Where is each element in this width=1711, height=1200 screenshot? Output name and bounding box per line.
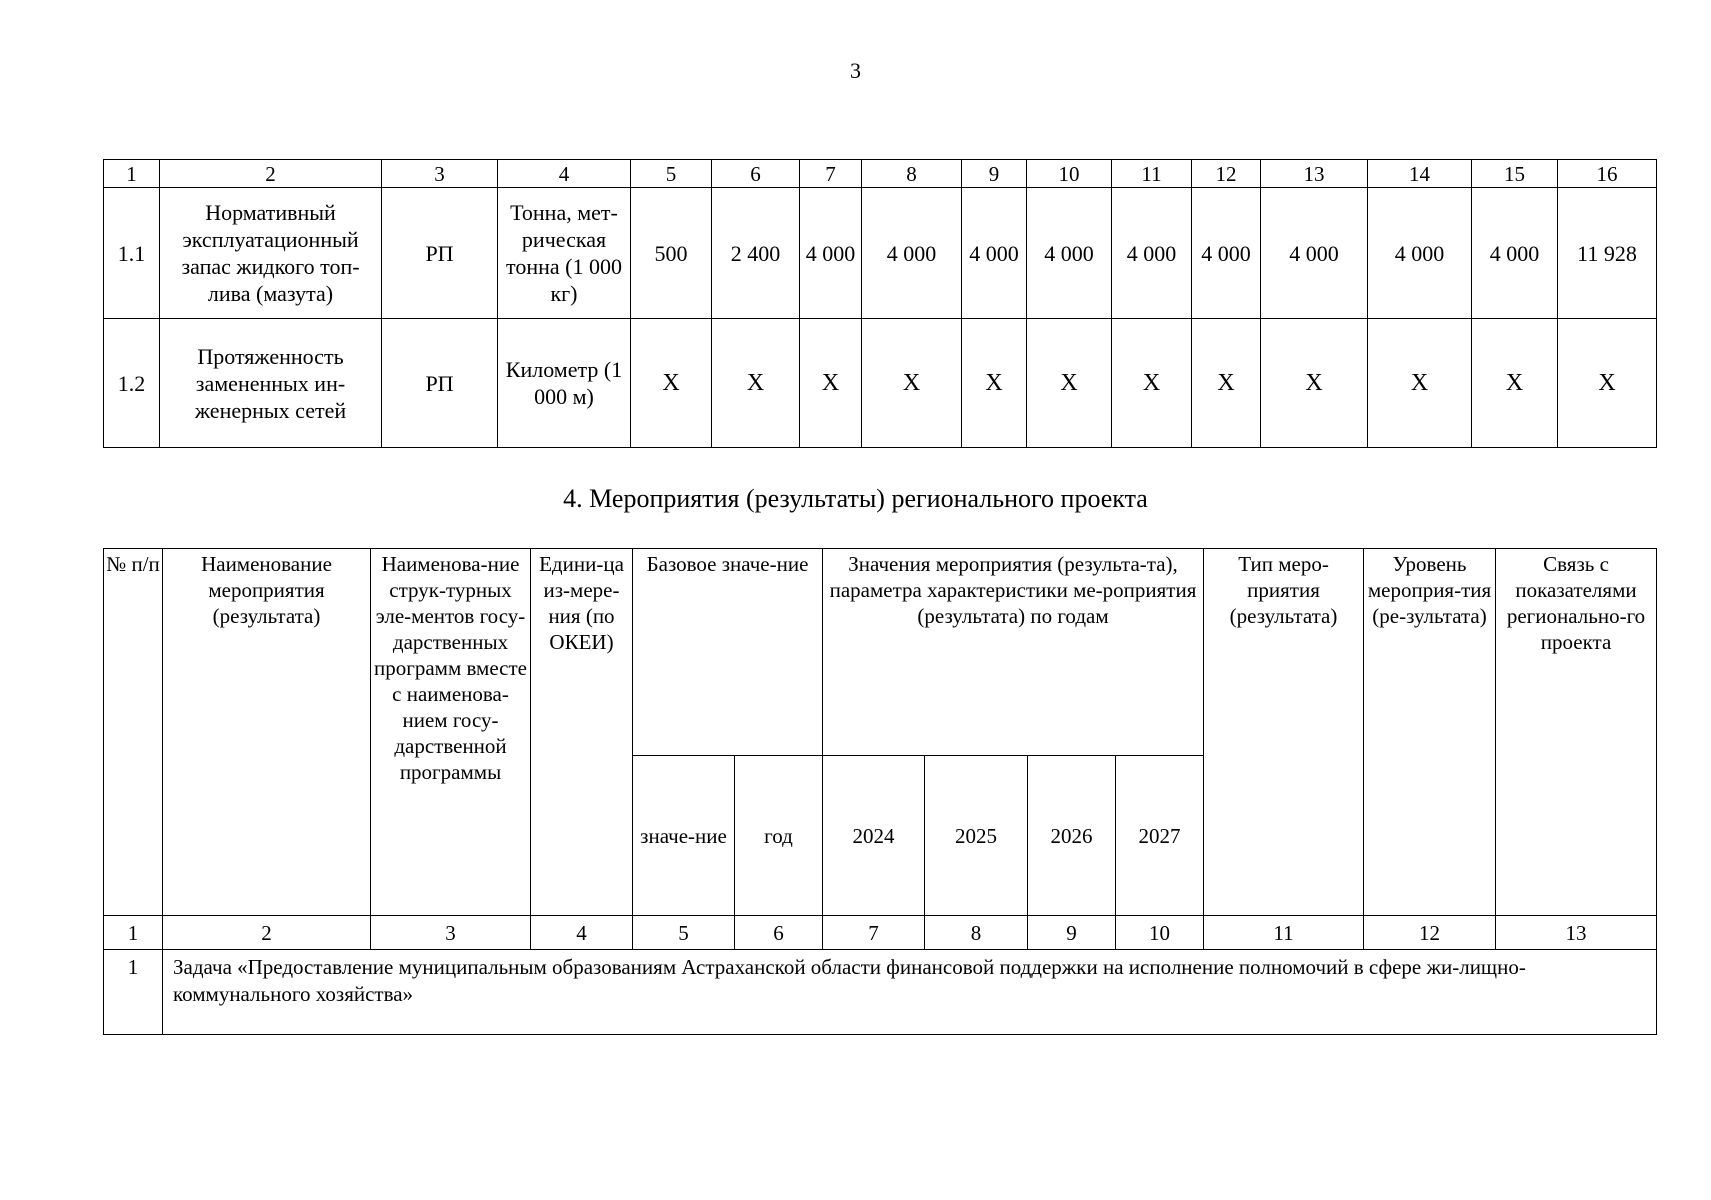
header-base-value-value: значе-ние [633,756,735,916]
indicator-name: Нормативный эксплуатационный запас жидкого топ-лива (мазута) [160,188,382,319]
indicator-value: 2 400 [712,188,800,319]
header-unit: Едини-ца из-мере-ния (по ОКЕИ) [531,549,633,916]
header-year: 2027 [1116,756,1204,916]
header-indicator-link: Связь с показателями регионально-го проекта [1496,549,1657,916]
indicator-value: X [631,319,712,448]
column-number: 12 [1364,916,1496,950]
task-row [104,950,1657,1035]
header-base-value-year: год [735,756,823,916]
indicator-value: 4 000 [862,188,962,319]
column-number: 4 [498,160,631,188]
indicator-value: 4 000 [1261,188,1368,319]
column-number: 6 [735,916,823,950]
table-row [104,319,1657,448]
indicator-value: 4 000 [1472,188,1558,319]
indicator-value: X [862,319,962,448]
indicator-unit: Тонна, мет-рическая тонна (1 000 кг) [498,188,631,319]
indicator-name: Протяженность замененных ин-женерных сетей [160,319,382,448]
column-number: 9 [962,160,1027,188]
indicators-header-row [104,160,1657,188]
column-number: 11 [1112,160,1192,188]
indicator-level: РП [382,188,498,319]
indicator-value: X [1472,319,1558,448]
header-year: 2025 [925,756,1028,916]
indicator-value: X [1027,319,1112,448]
indicator-value: X [1112,319,1192,448]
column-number: 9 [1028,916,1116,950]
column-number: 8 [862,160,962,188]
header-base-value: Базовое значе-ние [633,549,823,756]
indicator-value: X [1368,319,1472,448]
indicator-value: 4 000 [1112,188,1192,319]
column-number: 1 [104,916,163,950]
table-row [104,188,1657,319]
indicator-level: РП [382,319,498,448]
column-number: 10 [1027,160,1112,188]
column-number: 5 [633,916,735,950]
header-activity-name: Наименование мероприятия (результата) [163,549,371,916]
column-numbers-row [104,916,1657,950]
column-number: 2 [163,916,371,950]
column-number: 10 [1116,916,1204,950]
column-number: 12 [1192,160,1261,188]
task-description: Задача «Предоставление муниципальным образованиям Астраханской области финансовой поддержки на исполнение полномочий в сфере жи-лищно-коммунального хозяйства» [163,950,1657,1035]
column-number: 2 [160,160,382,188]
row-number: 1.1 [104,188,160,319]
column-number: 7 [800,160,862,188]
indicator-value: 4 000 [1192,188,1261,319]
column-number: 6 [712,160,800,188]
header-values-by-year: Значения мероприятия (результа-та), параметра характеристики ме-роприятия (результата) по годам [823,549,1204,756]
header-number: № п/п [104,549,163,916]
indicator-value: 500 [631,188,712,319]
indicator-value: X [1261,319,1368,448]
indicator-unit: Километр (1 000 м) [498,319,631,448]
header-year: 2024 [823,756,925,916]
indicator-value: 4 000 [962,188,1027,319]
indicator-value: 4 000 [1027,188,1112,319]
column-number: 3 [382,160,498,188]
indicator-value: X [712,319,800,448]
indicator-value: X [962,319,1027,448]
indicators-table [103,159,1657,448]
task-number: 1 [104,950,163,1035]
column-number: 8 [925,916,1028,950]
indicator-value: 4 000 [1368,188,1472,319]
column-number: 4 [531,916,633,950]
column-number: 13 [1496,916,1657,950]
header-activity-type: Тип меро-приятия (результата) [1204,549,1364,916]
header-year: 2026 [1028,756,1116,916]
indicator-value: X [800,319,862,448]
column-number: 15 [1472,160,1558,188]
column-number: 11 [1204,916,1364,950]
indicator-value: X [1192,319,1261,448]
column-number: 7 [823,916,925,950]
header-activity-level: Уровень мероприя-тия (ре-зультата) [1364,549,1496,916]
activities-header-row [104,549,1657,756]
section-title: 4. Мероприятия (результаты) регионального проекта [563,484,1148,513]
indicator-value: X [1558,319,1657,448]
column-number: 5 [631,160,712,188]
activities-table [103,548,1657,1035]
header-structural-elements: Наименова-ние струк-турных эле-ментов госу-дарственных программ вместе с наименова-нием госу-дарственной программы [371,549,531,916]
column-number: 1 [104,160,160,188]
column-number: 14 [1368,160,1472,188]
column-number: 13 [1261,160,1368,188]
page-number: 3 [850,58,861,83]
indicator-value: 11 928 [1558,188,1657,319]
row-number: 1.2 [104,319,160,448]
column-number: 3 [371,916,531,950]
indicator-value: 4 000 [800,188,862,319]
column-number: 16 [1558,160,1657,188]
